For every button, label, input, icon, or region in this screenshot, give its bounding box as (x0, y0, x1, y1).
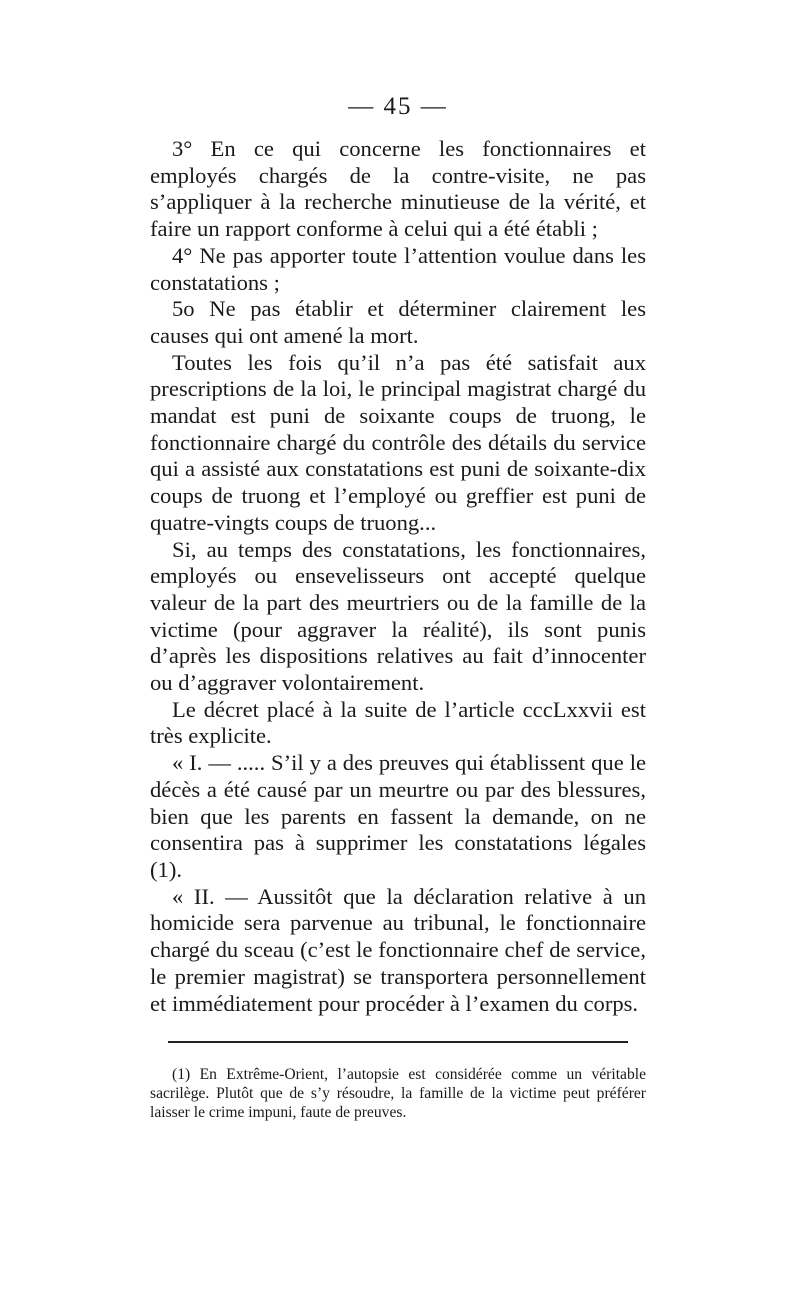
paragraph-decree-intro: Le décret placé à la suite de l’article cccLxxvii est très explicite. (150, 696, 646, 749)
footnote (150, 1065, 646, 1122)
paragraph-item-3: 3° En ce qui concerne les fonctionnaires et employés chargés de la contre-visite, ne pas s’appliquer à la recherche minutieuse de la vérité, et faire un rapport conforme à celui qui a été établi ; (150, 136, 646, 242)
footnote-divider (168, 1041, 628, 1043)
paragraph-penalties: Toutes les fois qu’il n’a pas été satisfait aux prescriptions de la loi, le principal magistrat chargé du mandat est puni de soixante coups de truong, le fonctionnaire chargé du contrôle des détails du service qui a assisté aux constatations est puni de soixante-dix coups de truong et l’employé ou greffier est puni de quatre-vingts coups de truong... (150, 349, 646, 535)
main-text (150, 136, 646, 1017)
paragraph-decree-ii: « II. — Aussitôt que la déclaration relative à un homicide sera parvenue au tribunal, le fonctionnaire chargé du sceau (c’est le fonctionnaire chef de service, le premier magistrat) se transportera personnellement et immédiatement pour procéder à l’examen du corps. (150, 883, 646, 1016)
paragraph-bribery: Si, au temps des constatations, les fonctionnaires, employés ou ensevelisseurs ont accepté quelque valeur de la part des meurtriers ou de la famille de la victime (pour aggraver la réalité), ils sont punis d’après les dispositions relatives au fait d’innocenter ou d’aggraver volontairement. (150, 536, 646, 696)
page-number: — 45 — (348, 93, 448, 120)
paragraph-item-4: 4° Ne pas apporter toute l’attention voulue dans les constatations ; (150, 242, 646, 295)
paragraph-item-5: 5o Ne pas établir et déterminer clairement les causes qui ont amené la mort. (150, 296, 646, 348)
paragraph-decree-i: « I. — ..... S’il y a des preuves qui établissent que le décès a été causé par un meurtre ou par des blessures, bien que les parents en fassent la demande, on ne consentira pas à supprimer les constatations légales (1). (150, 750, 646, 882)
book-page (150, 92, 646, 1122)
footnote-text: (1) En Extrême-Orient, l’autopsie est considérée comme un véritable sacrilège. Plutôt que de s’y résoudre, la famille de la victime peut préférer laisser le crime impuni, faute de preuves. (150, 1066, 646, 1122)
